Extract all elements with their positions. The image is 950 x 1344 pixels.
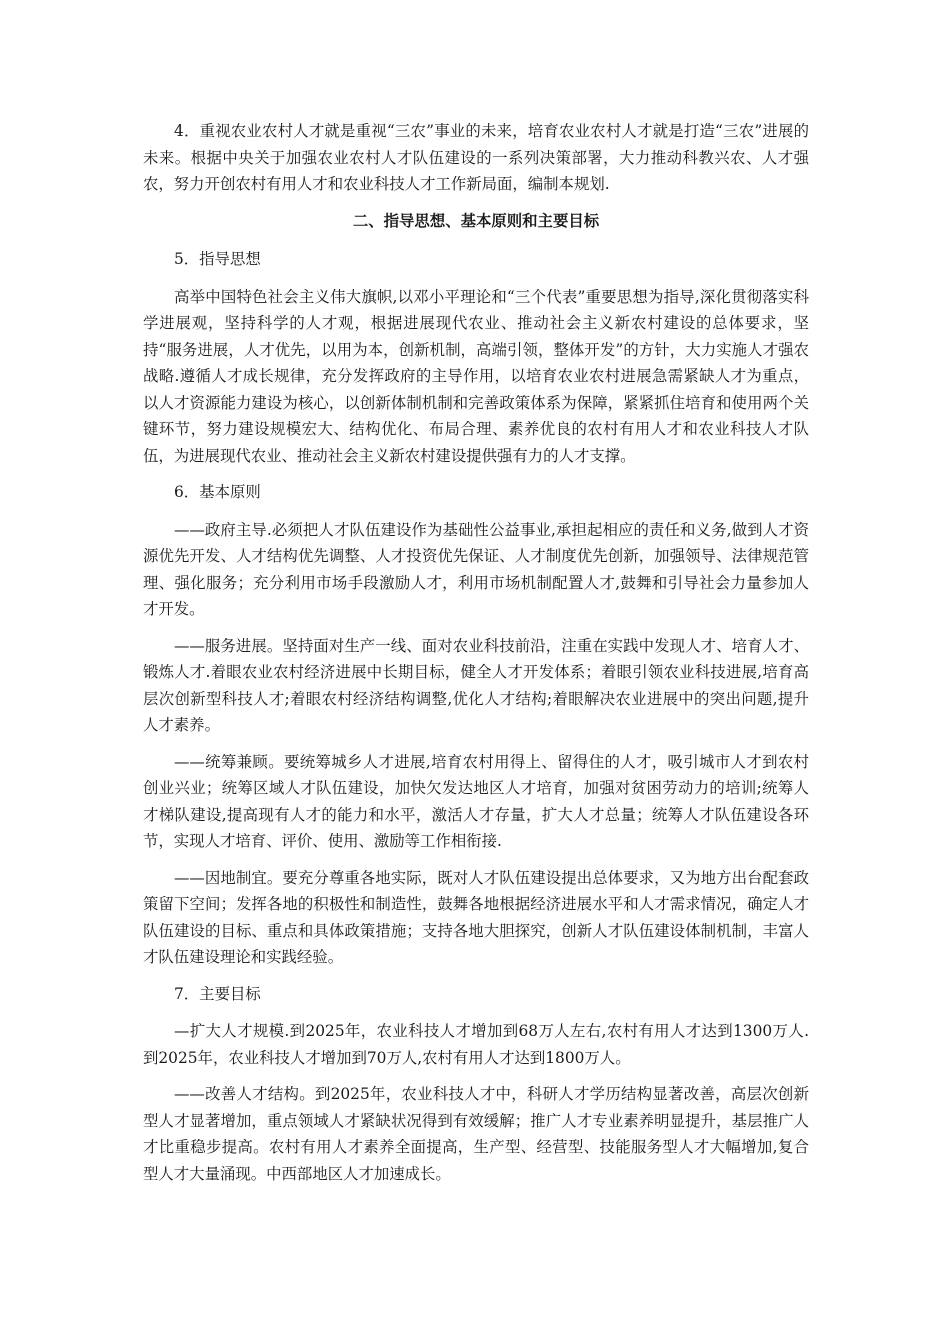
- item-5-heading: 5．指导思想: [174, 250, 261, 268]
- principle-local-conditions: ——因地制宜。要充分尊重各地实际，既对人才队伍建设提出总体要求，又为地方出台配套政策留下空间；发挥各地的积极性和制造性，鼓舞各地根据经济进展水平和人才需求情况，确定人才队伍建设的目标、重点和具体政策措施；支持各地大胆探究，创新人才队伍建设体制机制，丰富人才队伍建设理论和实践经验。: [143, 868, 809, 966]
- item-7-heading: 7．主要目标: [174, 984, 261, 1003]
- document-body: [143, 118, 809, 1197]
- paragraph-guiding-thought: 高举中国特色社会主义伟大旗帜,以邓小平理论和“三个代表”重要思想为指导,深化贯彻落实科学进展观，坚持科学的人才观，根据进展现代农业、推动社会主义新农村建设的总体要求，坚持“服务进展，人才优先，以用为本，创新机制，高端引领，整体开发”的方针，大力实施人才强农战略.遵循人才成长规律，充分发挥政府的主导作用，以培育农业农村进展急需紧缺人才为重点，以人才资源能力建设为核心，以创新体制机制和完善政策体系为保障，紧紧抓住培育和使用两个关键环节，努力建设规模宏大、结构优化、布局合理、素养优良的农村有用人才和农业科技人才队伍，为进展现代农业、推动社会主义新农村建设提供强有力的人才支撑。: [143, 287, 809, 465]
- paragraph-4: 4．重视农业农村人才就是重视“三农”事业的未来，培育农业农村人才就是打造“三农”进展的未来。根据中央关于加强农业农村人才队伍建设的一系列决策部署，大力推动科教兴农、人才强农，努力开创农村有用人才和农业科技人才工作新局面，编制本规划.: [143, 122, 809, 193]
- item-6-heading: 6．基本原则: [174, 483, 261, 501]
- goal-improve-structure: ——改善人才结构。到2025年，农业科技人才中，科研人才学历结构显著改善，高层次创新型人才显著增加，重点领域人才紧缺状况得到有效缓解；推广人才专业素养明显提升，基层推广人才比重稳步提高。农村有用人才素养全面提高，生产型、经营型、技能服务型人才大幅增加,复合型人才大量涌现。中西部地区人才加速成长。: [143, 1085, 809, 1183]
- section-title: 二、指导思想、基本原则和主要目标: [352, 211, 600, 230]
- goal-expand-scale: —扩大人才规模.到2025年，农业科技人才增加到68万人左右,农村有用人才达到1300万人.到2025年，农业科技人才增加到70万人,农村有用人才达到1800万人。: [143, 1022, 809, 1067]
- principle-overall-planning: ——统筹兼顾。要统筹城乡人才进展,培育农村用得上、留得住的人才，吸引城市人才到农村创业兴业；统筹区域人才队伍建设，加快欠发达地区人才培育，加强对贫困劳动力的培训;统筹人才梯队建设,提高现有人才的能力和水平，激活人才存量，扩大人才总量；统筹人才队伍建设各环节，实现人才培育、评价、使用、激励等工作相衔接.: [143, 752, 809, 850]
- principle-government-led: ——政府主导.必须把人才队伍建设作为基础性公益事业,承担起相应的责任和义务,做到人才资源优先开发、人才结构优先调整、人才投资优先保证、人才制度优先创新，加强领导、法律规范管理、强化服务；充分利用市场手段激励人才，利用市场机制配置人才,鼓舞和引导社会力量参加人才开发。: [143, 520, 809, 618]
- principle-serve-development: ——服务进展。坚持面对生产一线、面对农业科技前沿，注重在实践中发现人才、培育人才、锻炼人才.着眼农业农村经济进展中长期目标，健全人才开发体系；着眼引领农业科技进展,培育高层次创新型科技人才;着眼农村经济结构调整,优化人才结构;着眼解决农业进展中的突出问题,提升人才素养。: [143, 636, 809, 734]
